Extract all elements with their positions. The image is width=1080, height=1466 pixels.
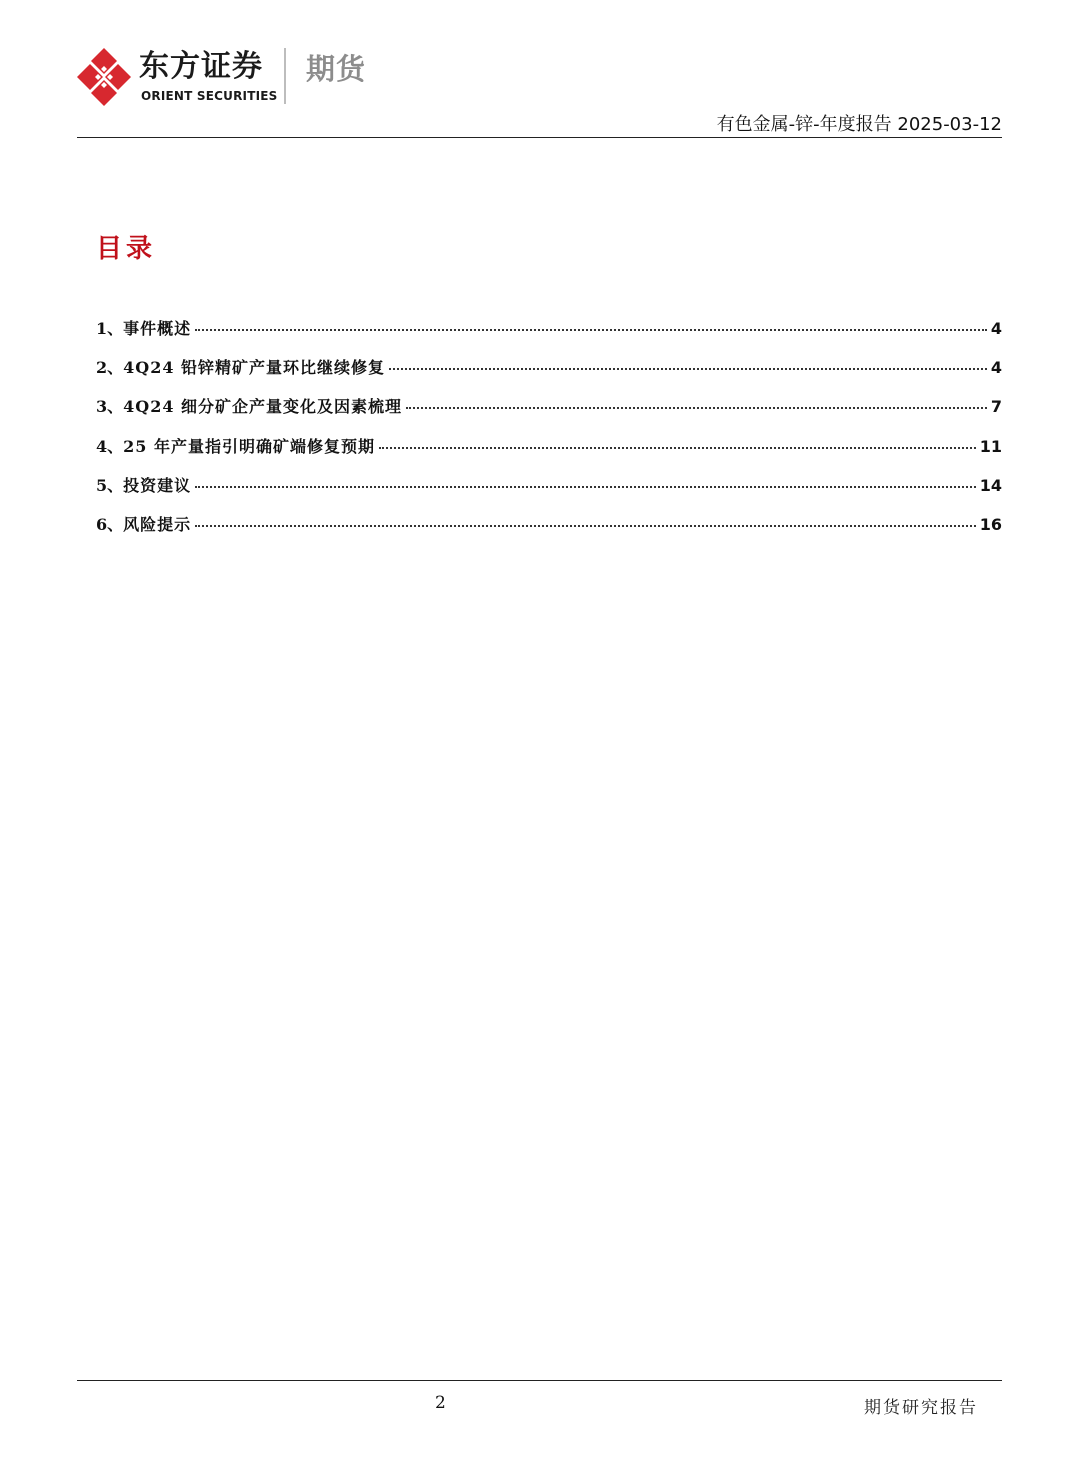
toc-item-number: 3、: [96, 397, 124, 417]
toc-item-6[interactable]: [96, 512, 1002, 551]
brand-name-cn: 东方证券: [139, 49, 263, 84]
toc-dot-leader: [379, 447, 976, 449]
toc-item-1[interactable]: [96, 316, 1002, 355]
toc-item-page: 4: [990, 358, 1002, 378]
toc-item-number: 5、: [96, 475, 124, 495]
header-rule: [77, 137, 1002, 138]
orient-securities-logo-icon: [77, 48, 131, 106]
toc-item-number: 1、: [96, 319, 124, 338]
toc-item-page: 11: [979, 436, 1002, 456]
toc-item-2[interactable]: [96, 355, 1002, 394]
toc-item-title: 25 年产量指引明确矿端修复预期: [123, 436, 375, 456]
toc-item-page: 4: [990, 319, 1002, 338]
brand-subtitle: 期货: [306, 52, 367, 86]
toc-item-title: 风险提示: [123, 514, 192, 534]
toc-item-title: 投资建议: [123, 475, 192, 495]
footer-rule: [77, 1380, 1002, 1381]
toc-dot-leader: [406, 407, 987, 409]
toc-item-number: 6、: [96, 514, 124, 534]
toc-dot-leader: [195, 486, 976, 488]
toc-item-title: 4Q24 细分矿企产量变化及因素梳理: [123, 397, 403, 417]
toc-item-number: 2、: [96, 358, 124, 378]
toc-item-page: 14: [979, 475, 1002, 495]
toc-item-title: 事件概述: [123, 319, 192, 338]
page-header: [77, 44, 1002, 139]
toc-dot-leader: [195, 525, 976, 527]
report-meta: 有色金属-锌-年度报告 2025-03-12: [716, 114, 1002, 135]
toc-item-3[interactable]: [96, 394, 1002, 433]
toc-item-page: 7: [990, 397, 1002, 417]
toc-dot-leader: [389, 368, 987, 370]
table-of-contents: [96, 316, 1002, 551]
toc-item-number: 4、: [96, 436, 124, 456]
brand-divider: [284, 48, 286, 104]
toc-item-4[interactable]: [96, 434, 1002, 473]
toc-item-5[interactable]: [96, 473, 1002, 512]
footer-label: 期货研究报告: [864, 1398, 978, 1418]
toc-dot-leader: [195, 329, 987, 331]
page-number: 2: [435, 1393, 446, 1413]
brand-name-en: ORIENT SECURITIES: [141, 89, 278, 103]
toc-title: 目录: [96, 234, 157, 264]
toc-item-page: 16: [979, 514, 1002, 534]
toc-item-title: 4Q24 铅锌精矿产量环比继续修复: [123, 358, 386, 378]
